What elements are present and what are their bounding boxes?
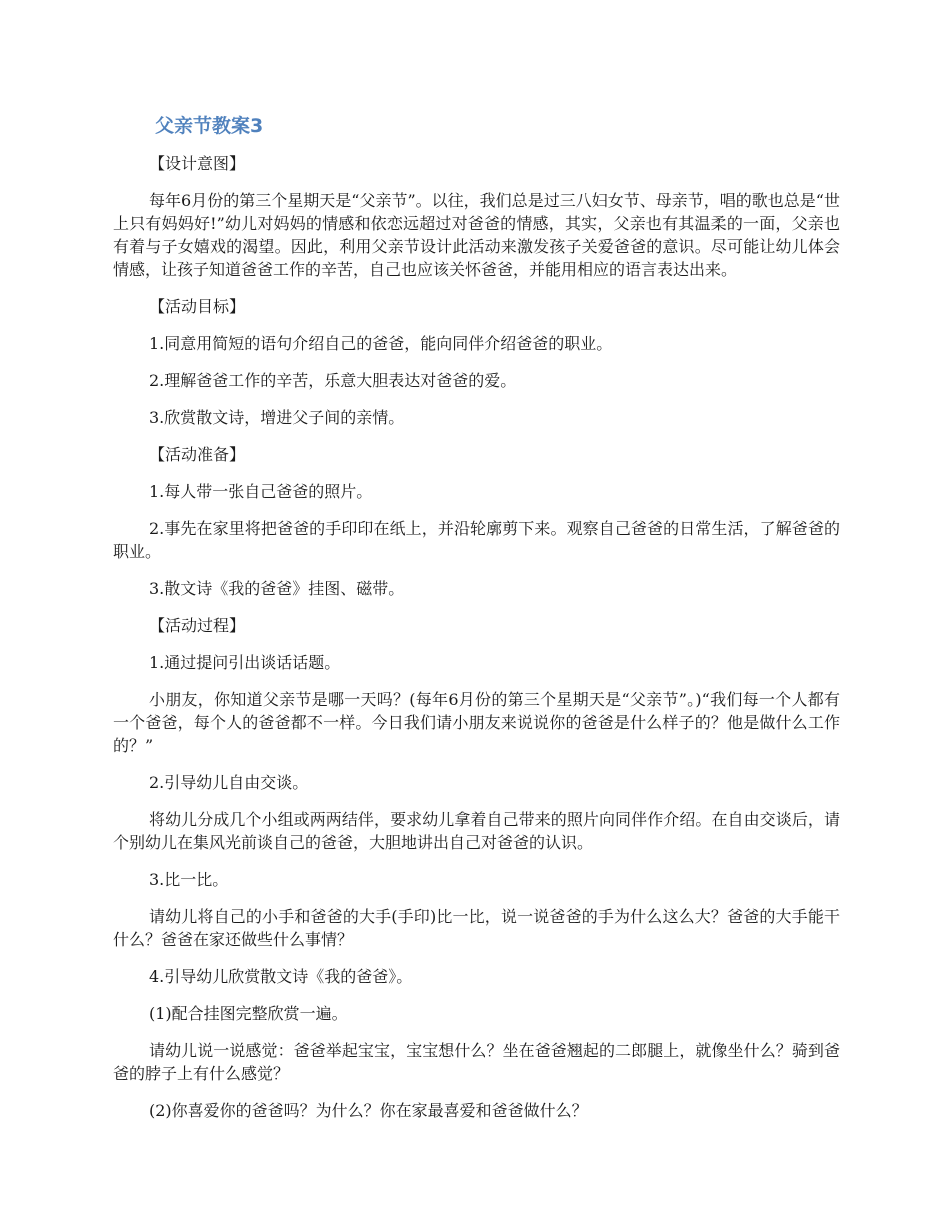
paragraph: 3.散文诗《我的爸爸》挂图、磁带。 bbox=[149, 579, 405, 598]
paragraph: 2.理解爸爸工作的辛苦，乐意大胆表达对爸爸的爱。 bbox=[149, 371, 517, 390]
paragraph: 1.通过提问引出谈话话题。 bbox=[149, 653, 341, 672]
paragraph: 4.引导幼儿欣赏散文诗《我的爸爸》。 bbox=[149, 967, 413, 986]
paragraph: 3.欣赏散文诗，增进父子间的亲情。 bbox=[149, 408, 405, 427]
section-heading: 【活动过程】 bbox=[149, 616, 246, 635]
paragraph: (2)你喜爱你的爸爸吗？为什么？你在家最喜爱和爸爸做什么？ bbox=[149, 1101, 588, 1120]
section-heading: 【活动目标】 bbox=[149, 297, 246, 316]
paragraph: 每年6月份的第三个星期天是“父亲节”。以往，我们总是过三八妇女节、母亲节，唱的歌也总是“世上只有妈妈好!”幼儿对妈妈的情感和依恋远超过对爸爸的情感，其实，父亲也有其温柔的一面，父亲也有着与子女嬉戏的渴望。因此，利用父亲节设计此活动来激发孩子关爱爸爸的意识。尽可能让幼儿体会情感，让孩子知道爸爸工作的辛苦，自己也应该关怀爸爸，并能用相应的语言表达出来。 bbox=[113, 191, 840, 279]
paragraph: (1)配合挂图完整欣赏一遍。 bbox=[149, 1004, 348, 1023]
paragraph: 2.引导幼儿自由交谈。 bbox=[149, 773, 309, 792]
paragraph: 将幼儿分成几个小组或两两结伴，要求幼儿拿着自己带来的照片向同伴作介绍。在自由交谈后，请个别幼儿在集风光前谈自己的爸爸，大胆地讲出自己对爸爸的认识。 bbox=[113, 810, 840, 852]
paragraph: 请幼儿说一说感觉：爸爸举起宝宝，宝宝想什么？坐在爸爸翘起的二郎腿上，就像坐什么？骑到爸爸的脖子上有什么感觉？ bbox=[113, 1041, 840, 1083]
section-heading: 【设计意图】 bbox=[149, 154, 246, 173]
paragraph: 3.比一比。 bbox=[149, 870, 229, 889]
document-page bbox=[113, 110, 840, 1136]
paragraph: 小朋友，你知道父亲节是哪一天吗？(每年6月份的第三个星期天是“父亲节”。)“我们每一个人都有一个爸爸，每个人的爸爸都不一样。今日我们请小朋友来说说你的爸爸是什么样子的？他是做什么工作的？” bbox=[113, 690, 840, 755]
section-heading: 【活动准备】 bbox=[149, 445, 246, 464]
paragraph: 1.每人带一张自己爸爸的照片。 bbox=[149, 482, 373, 501]
paragraph: 1.同意用简短的语句介绍自己的爸爸，能向同伴介绍爸爸的职业。 bbox=[149, 334, 613, 353]
document-title: 父亲节教案3 bbox=[155, 115, 264, 137]
paragraph: 2.事先在家里将把爸爸的手印印在纸上，并沿轮廓剪下来。观察自己爸爸的日常生活，了解爸爸的职业。 bbox=[113, 519, 840, 561]
paragraph: 请幼儿将自己的小手和爸爸的大手(手印)比一比，说一说爸爸的手为什么这么大？爸爸的大手能干什么？爸爸在家还做些什么事情？ bbox=[113, 907, 840, 949]
